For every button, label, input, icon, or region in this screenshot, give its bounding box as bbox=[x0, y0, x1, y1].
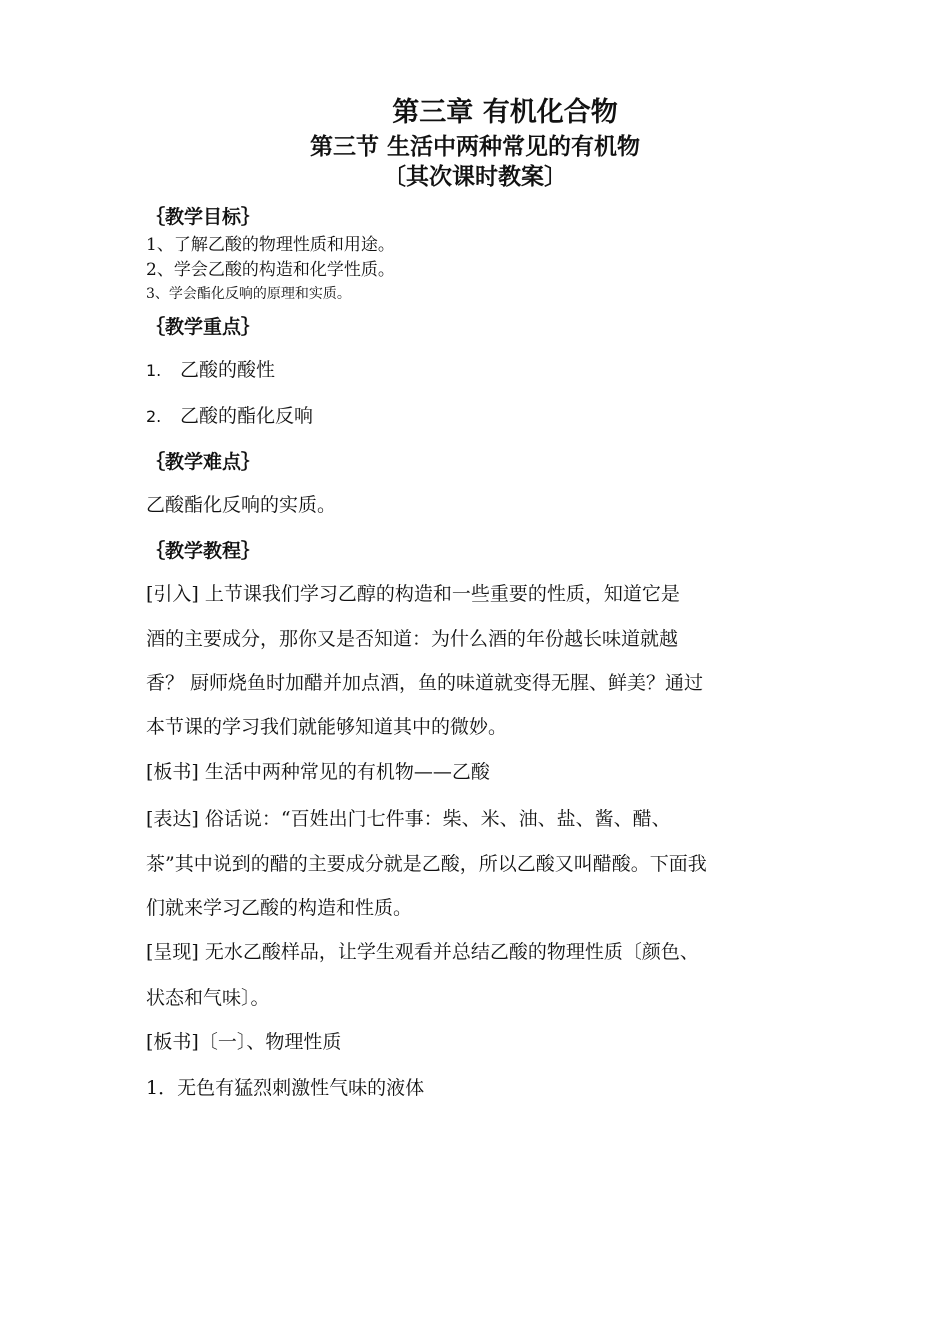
process-line: [表达] 俗话说：“百姓出门七件事：柴、米、油、盐、酱、醋、 bbox=[146, 808, 671, 830]
process-line: 们就来学习乙酸的构造和性质。 bbox=[146, 897, 413, 919]
process-line: 1．无色有猛烈刺激性气味的液体 bbox=[146, 1077, 425, 1099]
process-heading: ｛教学教程｝ bbox=[146, 540, 261, 562]
objective-item: 2、学会乙酸的构造和化学性质。 bbox=[146, 260, 395, 280]
key-point-text: 乙酸的酸性 bbox=[180, 359, 276, 381]
process-line: 本节课的学习我们就能够知道其中的微妙。 bbox=[146, 716, 508, 738]
difficulties-text: 乙酸酯化反响的实质。 bbox=[146, 494, 337, 516]
key-point-item bbox=[146, 401, 313, 428]
objective-item: 1、了解乙酸的物理性质和用途。 bbox=[146, 235, 395, 255]
section-title: 第三节 生活中两种常见的有机物 bbox=[309, 134, 640, 160]
key-point-number: 2. bbox=[146, 407, 162, 426]
process-line: [引入] 上节课我们学习乙醇的构造和一些重要的性质，知道它是 bbox=[146, 583, 680, 605]
key-points-heading: ｛教学重点｝ bbox=[146, 316, 261, 338]
chapter-title: 第三章 有机化合物 bbox=[392, 97, 618, 128]
process-line: [板书] 生活中两种常见的有机物——乙酸 bbox=[146, 761, 490, 783]
process-line: 酒的主要成分，那你又是否知道：为什么酒的年份越长味道就越 bbox=[146, 628, 679, 650]
process-line: [板书]〔一〕、物理性质 bbox=[146, 1031, 342, 1053]
key-point-text: 乙酸的酯化反响 bbox=[180, 405, 314, 427]
objectives-heading: ｛教学目标｝ bbox=[146, 206, 261, 228]
process-line: 茶”其中说到的醋的主要成分就是乙酸，所以乙酸又叫醋酸。下面我 bbox=[146, 853, 707, 875]
objective-item: 3、学会酯化反响的原理和实质。 bbox=[146, 286, 351, 302]
key-point-item bbox=[146, 355, 275, 382]
key-point-number: 1. bbox=[146, 361, 162, 380]
difficulties-heading: ｛教学难点｝ bbox=[146, 451, 261, 473]
process-line: 状态和气味〕。 bbox=[146, 987, 270, 1009]
lesson-subtitle: 〔其次课时教案〕 bbox=[383, 164, 567, 190]
process-line: 香？ 厨师烧鱼时加醋并加点酒，鱼的味道就变得无腥、鲜美？通过 bbox=[146, 672, 704, 694]
process-line: [呈现] 无水乙酸样品，让学生观看并总结乙酸的物理性质〔颜色、 bbox=[146, 941, 699, 963]
